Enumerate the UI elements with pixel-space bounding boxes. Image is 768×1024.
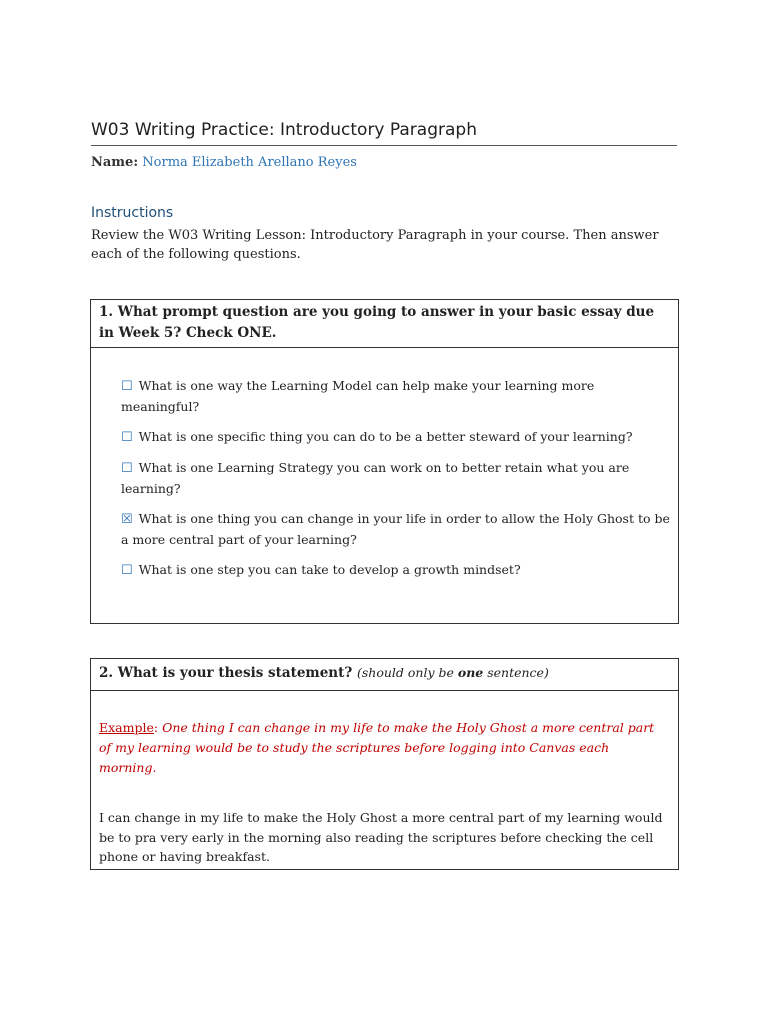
question-2-prompt: 2. What is your thesis statement?	[99, 665, 353, 681]
checkbox-unchecked-icon[interactable]: ☐	[121, 430, 133, 445]
example-label: Example	[99, 720, 154, 735]
checkbox-unchecked-icon[interactable]: ☐	[121, 461, 133, 476]
hint-prefix: (should only be	[356, 665, 458, 680]
question-1-box	[90, 299, 679, 624]
option-text: What is one specific thing you can do to be a better steward of your learning?	[138, 429, 633, 444]
checkbox-unchecked-icon[interactable]: ☐	[121, 563, 133, 578]
instructions-text: Review the W03 Writing Lesson: Introductory Paragraph in your course. Then answer each of the following questions.	[91, 228, 659, 262]
example-text: One thing I can change in my life to make the Holy Ghost a more central part of my learning would be to study the scriptures before logging into Canvas each morning.	[99, 720, 655, 775]
option-learning-strategy[interactable]	[121, 458, 670, 499]
option-text: What is one step you can take to develop a growth mindset?	[138, 562, 521, 577]
instructions-heading: Instructions	[91, 205, 174, 221]
question-2-box	[90, 658, 679, 870]
option-learning-model[interactable]	[121, 376, 670, 417]
option-growth-mindset[interactable]	[121, 560, 670, 581]
thesis-answer[interactable]: I can change in my life to make the Holy Ghost a more central part of my learning would be to pra very early in the morning also reading the scriptures before checking the cell phone or having breakfast.	[99, 810, 663, 864]
question-1-options	[91, 348, 678, 581]
name-label: Name:	[91, 155, 139, 170]
question-1-prompt: 1. What prompt question are you going to answer in your basic essay due in Week 5? Check ONE.	[91, 300, 678, 348]
example-colon: :	[153, 720, 159, 735]
checkbox-checked-icon[interactable]: ☒	[121, 512, 133, 527]
hint-bold: one	[457, 665, 484, 680]
question-2-header	[91, 659, 678, 691]
page-title: W03 Writing Practice: Introductory Paragraph	[91, 120, 677, 146]
option-steward[interactable]	[121, 427, 670, 448]
hint-suffix: sentence)	[483, 665, 549, 680]
option-text: What is one thing you can change in your life in order to allow the Holy Ghost to be a more central part of your learning?	[121, 511, 670, 547]
question-2-hint	[357, 665, 549, 680]
option-text: What is one Learning Strategy you can work on to better retain what you are learning?	[121, 460, 630, 496]
name-value: Norma Elizabeth Arellano Reyes	[142, 155, 357, 170]
name-line	[91, 155, 357, 170]
option-text: What is one way the Learning Model can help make your learning more meaningful?	[121, 378, 595, 414]
option-holy-ghost[interactable]	[121, 509, 670, 550]
thesis-example	[91, 691, 678, 778]
checkbox-unchecked-icon[interactable]: ☐	[121, 379, 133, 394]
